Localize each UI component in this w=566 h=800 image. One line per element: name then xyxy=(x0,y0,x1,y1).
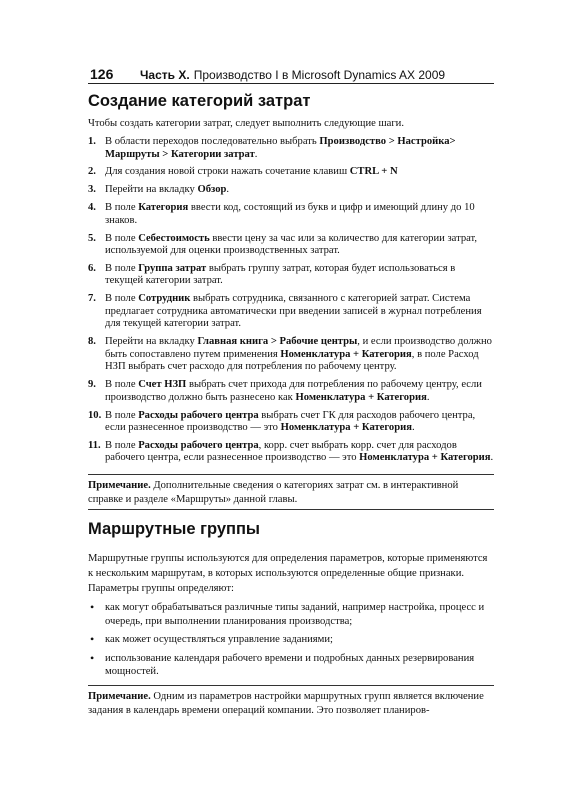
step-item xyxy=(88,263,494,288)
step-text: Перейти на вкладку xyxy=(105,336,198,348)
note-label: Примечание. xyxy=(88,480,151,491)
step-bold-term: Номенклатура + Категория xyxy=(280,422,412,434)
section2-intro: Маршрутные группы используются для определения параметров, которые применяются к нескольким маршрутам, в которых используются определенные общие признаки. Параметры группы определяют: xyxy=(88,553,488,594)
step-text: выбрать счет прихода для потребления по рабочему центру, если производство должно быть разнесено как xyxy=(105,379,482,403)
note-cost-categories xyxy=(88,479,494,507)
bullet-icon: • xyxy=(90,650,95,665)
step-text: выбрать счет ГК для расходов рабочего центра, если разнесенное производство — это xyxy=(105,409,476,434)
bullet-text: как может осуществляться управление заданиями; xyxy=(105,634,333,645)
running-header xyxy=(90,66,494,82)
step-number: 6. xyxy=(88,262,96,274)
step-text: , в поле Расход НЗП выбрать счет расходо для потребления по рабочему центру. xyxy=(105,348,479,373)
bullet-icon: • xyxy=(90,632,95,646)
bullet-text: как могут обрабатываться различные типы заданий, например настройка, процесс и очередь, при выполнении планирования производства; xyxy=(105,602,485,627)
step-bold-term: Номенклатура + Категория xyxy=(359,452,491,464)
note2-text: Одним из параметров настройки маршрутных групп является включение задания в календарь времени операций компании. Это позволяет планиров- xyxy=(88,691,484,716)
step-text: В поле xyxy=(105,202,139,214)
step-bold-term: Категория xyxy=(138,202,189,214)
step-bold-term: CTRL + N xyxy=(349,166,398,178)
step-bold-term: Производство > Настройка> Маршруты > Категории затрат xyxy=(105,136,456,160)
step-bold-term: Главная книга > Рабочие центры xyxy=(197,336,358,348)
bullet-item xyxy=(88,601,494,628)
section-title-cost-categories: Создание категорий затрат xyxy=(88,92,311,110)
step-number: 8. xyxy=(88,336,96,348)
note2-top-rule xyxy=(88,685,494,686)
step-text: В поле xyxy=(105,439,139,451)
step-number: 7. xyxy=(88,293,96,305)
step-text: , и если производство должно быть сопоставлено путем применения xyxy=(105,336,492,360)
step-text: . xyxy=(426,391,430,403)
step-text: В поле xyxy=(105,262,139,274)
step-item xyxy=(88,440,494,465)
step-text: выбрать сотрудника, связанного с категорией затрат. Система предлагает сотрудника автоматически при введении записей в журнал потребления для текущей категории затрат. xyxy=(105,293,482,330)
step-item xyxy=(88,184,494,197)
step-bold-term: Счет НЗП xyxy=(138,379,187,391)
step-number: 11. xyxy=(88,439,101,451)
step-text: ввести код, состоящий из букв и цифр и имеющий длину до 10 знаков. xyxy=(105,202,475,226)
step-item xyxy=(88,336,494,374)
step-bold-term: Расходы рабочего центра xyxy=(138,439,259,451)
step-text: , корр. счет выбрать корр. счет для расходов рабочего центра, если разнесенное производство — это xyxy=(105,439,457,464)
step-text: В поле xyxy=(105,379,139,391)
bullet-text: использование календаря рабочего времени и подробных данных резервирования мощностей. xyxy=(105,652,475,677)
step-text: В поле xyxy=(105,293,139,305)
note-top-rule xyxy=(88,474,494,475)
step-item xyxy=(88,136,494,161)
step-number: 3. xyxy=(88,184,96,196)
step-text: В области переходов последовательно выбрать xyxy=(105,136,320,147)
step-number: 10. xyxy=(88,409,102,421)
header-title: Производство I в Microsoft Dynamics AX 2009 xyxy=(193,68,446,82)
header-rule xyxy=(88,83,494,84)
step-text: ввести цену за час или за количество для категории затрат, используемой для оценки производственных затрат. xyxy=(105,232,478,257)
step-text: . xyxy=(226,184,230,196)
page-number: 126 xyxy=(90,66,114,82)
step-text: выбрать группу затрат, которая будет использоваться в текущей категории затрат. xyxy=(105,262,456,287)
step-item xyxy=(88,379,494,404)
step-item xyxy=(88,166,494,179)
step-text: . xyxy=(254,148,258,160)
step-text: . xyxy=(490,452,494,464)
step-bold-term: Группа затрат xyxy=(138,262,207,274)
step-bold-term: Себестоимость xyxy=(138,232,210,244)
step-bold-term: Сотрудник xyxy=(138,293,191,305)
step-number: 1. xyxy=(88,136,96,147)
step-item xyxy=(88,202,494,227)
step-number: 9. xyxy=(88,379,96,391)
part-label: Часть X. xyxy=(140,68,190,82)
step-item xyxy=(88,293,494,331)
section1-intro: Чтобы создать категории затрат, следует выполнить следующие шаги. xyxy=(88,118,404,129)
note-bottom-rule xyxy=(88,509,494,510)
step-number: 2. xyxy=(88,166,96,178)
steps-list xyxy=(88,136,494,470)
step-text: В поле xyxy=(105,232,139,244)
step-item xyxy=(88,233,494,258)
step-text: . xyxy=(411,422,415,434)
bullet-item xyxy=(88,633,494,647)
step-number: 5. xyxy=(88,232,96,244)
bullet-list xyxy=(88,601,494,684)
step-text: Для создания новой строки нажать сочетание клавиш xyxy=(105,166,350,178)
note2-label: Примечание. xyxy=(88,691,151,702)
step-bold-term: Расходы рабочего центра xyxy=(138,409,259,421)
note-route-groups xyxy=(88,690,494,718)
step-text: В поле xyxy=(105,409,139,421)
bullet-icon: • xyxy=(90,600,95,614)
note-text: Дополнительные сведения о категориях затрат см. в интерактивной справке и разделе «Маршруты» данной главы. xyxy=(88,480,459,505)
step-bold-term: Номенклатура + Категория xyxy=(280,348,412,360)
step-bold-term: Номенклатура + Категория xyxy=(295,391,427,403)
step-item xyxy=(88,410,494,435)
step-number: 4. xyxy=(88,202,96,214)
bullet-item xyxy=(88,652,494,679)
step-text: Перейти на вкладку xyxy=(105,184,198,196)
section-title-route-groups: Маршрутные группы xyxy=(88,520,261,538)
step-bold-term: Обзор xyxy=(197,184,227,196)
